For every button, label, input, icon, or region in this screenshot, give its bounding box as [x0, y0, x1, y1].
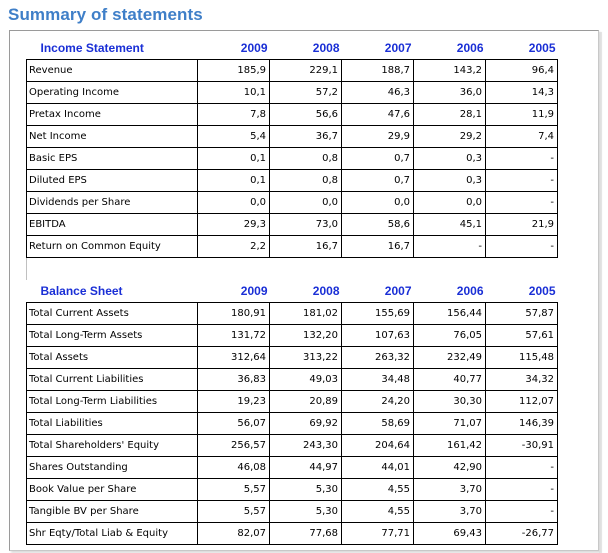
value-cell: 0,3 [414, 147, 486, 169]
value-cell: 82,07 [198, 522, 270, 544]
row-label: Return on Common Equity [27, 235, 198, 257]
row-label: Basic EPS [27, 147, 198, 169]
value-cell: 2,2 [198, 235, 270, 257]
value-cell: 256,57 [198, 434, 270, 456]
value-cell: 44,01 [342, 456, 414, 478]
value-cell: 155,69 [342, 302, 414, 324]
section-spacer [27, 257, 558, 280]
value-cell: 232,49 [414, 346, 486, 368]
value-cell: 4,55 [342, 500, 414, 522]
table-row [27, 434, 558, 456]
value-cell: - [486, 235, 558, 257]
value-cell: 58,69 [342, 412, 414, 434]
value-cell: 107,63 [342, 324, 414, 346]
value-cell: 3,70 [414, 500, 486, 522]
value-cell: 7,4 [486, 125, 558, 147]
value-cell: 0,7 [342, 147, 414, 169]
row-label: Revenue [27, 59, 198, 81]
row-label: Total Liabilities [27, 412, 198, 434]
spacer-cell [27, 257, 558, 280]
year-header: 2008 [270, 280, 342, 302]
table-row [27, 368, 558, 390]
value-cell: 146,39 [486, 412, 558, 434]
table-row [27, 235, 558, 257]
value-cell: 0,0 [270, 191, 342, 213]
value-cell: 45,1 [414, 213, 486, 235]
value-cell: 46,3 [342, 81, 414, 103]
value-cell: 4,55 [342, 478, 414, 500]
value-cell: 57,87 [486, 302, 558, 324]
value-cell: - [486, 500, 558, 522]
value-cell: - [414, 235, 486, 257]
row-label: Total Long-Term Liabilities [27, 390, 198, 412]
row-label: Tangible BV per Share [27, 500, 198, 522]
value-cell: 14,3 [486, 81, 558, 103]
page-title: Summary of statements [8, 5, 203, 24]
value-cell: 46,08 [198, 456, 270, 478]
value-cell: 132,20 [270, 324, 342, 346]
year-header: 2007 [342, 280, 414, 302]
value-cell: 73,0 [270, 213, 342, 235]
row-label: Operating Income [27, 81, 198, 103]
balance-header-row [27, 280, 558, 302]
row-label: Net Income [27, 125, 198, 147]
value-cell: 69,92 [270, 412, 342, 434]
value-cell: 5,30 [270, 500, 342, 522]
value-cell: 5,57 [198, 478, 270, 500]
value-cell: 188,7 [342, 59, 414, 81]
row-label: Total Shareholders' Equity [27, 434, 198, 456]
value-cell: 36,7 [270, 125, 342, 147]
value-cell: 34,32 [486, 368, 558, 390]
table-row [27, 522, 558, 544]
year-header: 2006 [414, 37, 486, 59]
table-row [27, 169, 558, 191]
table-row [27, 59, 558, 81]
value-cell: 11,9 [486, 103, 558, 125]
value-cell: 0,0 [198, 191, 270, 213]
year-header: 2005 [486, 37, 558, 59]
income-statement-heading: Income Statement [27, 37, 198, 59]
value-cell: 69,43 [414, 522, 486, 544]
value-cell: 30,30 [414, 390, 486, 412]
value-cell: 312,64 [198, 346, 270, 368]
table-row [27, 191, 558, 213]
value-cell: 0,3 [414, 169, 486, 191]
year-header: 2009 [198, 37, 270, 59]
table-row [27, 390, 558, 412]
value-cell: - [486, 147, 558, 169]
row-label: Shares Outstanding [27, 456, 198, 478]
value-cell: 16,7 [270, 235, 342, 257]
value-cell: 40,77 [414, 368, 486, 390]
table-row [27, 412, 558, 434]
table-row [27, 81, 558, 103]
value-cell: 0,0 [414, 191, 486, 213]
value-cell: 49,03 [270, 368, 342, 390]
row-label: Total Long-Term Assets [27, 324, 198, 346]
value-cell: 0,1 [198, 147, 270, 169]
year-header: 2005 [486, 280, 558, 302]
value-cell: 7,8 [198, 103, 270, 125]
value-cell: 29,9 [342, 125, 414, 147]
year-header: 2007 [342, 37, 414, 59]
value-cell: 16,7 [342, 235, 414, 257]
value-cell: 204,64 [342, 434, 414, 456]
value-cell: - [486, 456, 558, 478]
value-cell: 0,7 [342, 169, 414, 191]
table-row [27, 346, 558, 368]
value-cell: 56,07 [198, 412, 270, 434]
value-cell: 0,1 [198, 169, 270, 191]
table-row [27, 478, 558, 500]
value-cell: 56,6 [270, 103, 342, 125]
value-cell: 0,8 [270, 147, 342, 169]
value-cell: 181,02 [270, 302, 342, 324]
value-cell: -30,91 [486, 434, 558, 456]
value-cell: 313,22 [270, 346, 342, 368]
value-cell: 131,72 [198, 324, 270, 346]
value-cell: 263,32 [342, 346, 414, 368]
year-header: 2008 [270, 37, 342, 59]
table-row [27, 324, 558, 346]
value-cell: 44,97 [270, 456, 342, 478]
value-cell: - [486, 169, 558, 191]
value-cell: 0,0 [342, 191, 414, 213]
row-label: Shr Eqty/Total Liab & Equity [27, 522, 198, 544]
value-cell: 112,07 [486, 390, 558, 412]
statements-table [26, 37, 558, 545]
value-cell: 77,71 [342, 522, 414, 544]
value-cell: 57,61 [486, 324, 558, 346]
table-row [27, 103, 558, 125]
value-cell: 71,07 [414, 412, 486, 434]
value-cell: 57,2 [270, 81, 342, 103]
year-header: 2006 [414, 280, 486, 302]
balance-sheet-heading: Balance Sheet [27, 280, 198, 302]
income-header-row [27, 37, 558, 59]
value-cell: 0,8 [270, 169, 342, 191]
value-cell: 3,70 [414, 478, 486, 500]
value-cell: 21,9 [486, 213, 558, 235]
value-cell: 76,05 [414, 324, 486, 346]
row-label: EBITDA [27, 213, 198, 235]
value-cell: 28,1 [414, 103, 486, 125]
value-cell: 34,48 [342, 368, 414, 390]
table-row [27, 125, 558, 147]
table-row [27, 302, 558, 324]
value-cell: 180,91 [198, 302, 270, 324]
row-label: Dividends per Share [27, 191, 198, 213]
value-cell: - [486, 191, 558, 213]
value-cell: 36,83 [198, 368, 270, 390]
value-cell: 58,6 [342, 213, 414, 235]
table-row [27, 500, 558, 522]
value-cell: 143,2 [414, 59, 486, 81]
value-cell: 229,1 [270, 59, 342, 81]
value-cell: -26,77 [486, 522, 558, 544]
value-cell: 20,89 [270, 390, 342, 412]
value-cell: 36,0 [414, 81, 486, 103]
value-cell: 42,90 [414, 456, 486, 478]
balance-sheet-section [27, 280, 558, 544]
row-label: Total Assets [27, 346, 198, 368]
row-label: Diluted EPS [27, 169, 198, 191]
value-cell: 96,4 [486, 59, 558, 81]
value-cell: 19,23 [198, 390, 270, 412]
value-cell: 243,30 [270, 434, 342, 456]
value-cell: 24,20 [342, 390, 414, 412]
spacer-row [27, 257, 558, 280]
value-cell: 77,68 [270, 522, 342, 544]
value-cell: 156,44 [414, 302, 486, 324]
table-row [27, 213, 558, 235]
frame-shadow [599, 32, 602, 553]
value-cell: 47,6 [342, 103, 414, 125]
row-label: Total Current Assets [27, 302, 198, 324]
table-row [27, 456, 558, 478]
value-cell: 5,57 [198, 500, 270, 522]
value-cell: 161,42 [414, 434, 486, 456]
value-cell: 5,30 [270, 478, 342, 500]
row-label: Total Current Liabilities [27, 368, 198, 390]
value-cell: 115,48 [486, 346, 558, 368]
value-cell: 5,4 [198, 125, 270, 147]
year-header: 2009 [198, 280, 270, 302]
value-cell: - [486, 478, 558, 500]
table-row [27, 147, 558, 169]
value-cell: 185,9 [198, 59, 270, 81]
value-cell: 10,1 [198, 81, 270, 103]
value-cell: 29,2 [414, 125, 486, 147]
value-cell: 29,3 [198, 213, 270, 235]
row-label: Pretax Income [27, 103, 198, 125]
income-statement-section [27, 37, 558, 257]
row-label: Book Value per Share [27, 478, 198, 500]
